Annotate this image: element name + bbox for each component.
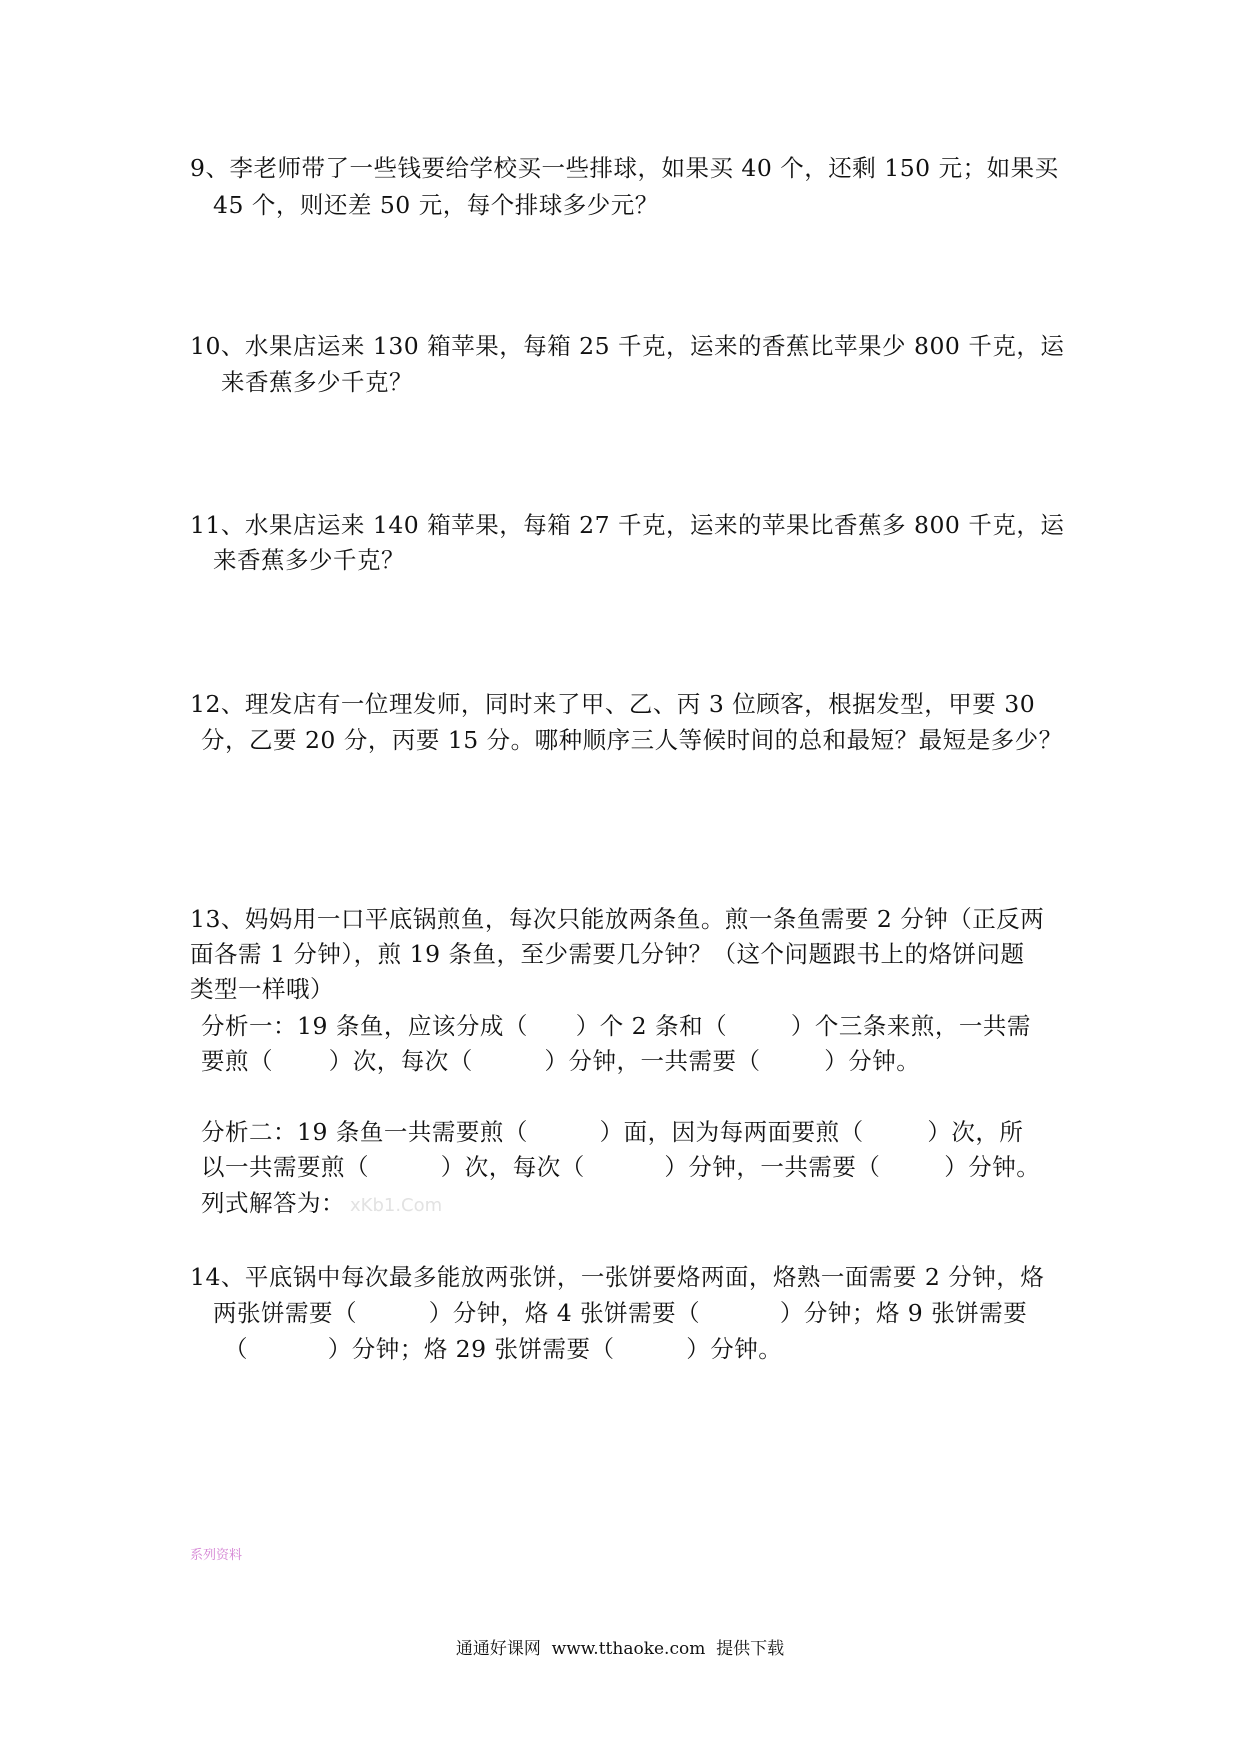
analysis-one-line-2: 要煎（ ）次，每次（ ）分钟，一共需要（ ）分钟。 — [201, 1047, 921, 1075]
page-footer: 通通好课网 www.tthaoke.com 提供下载 — [455, 1639, 785, 1659]
question-10-line-1: 10、水果店运来 130 箱苹果，每箱 25 千克，运来的香蕉比苹果少 800 千克，运 — [190, 332, 1065, 360]
question-14-line-1: 14、平底锅中每次最多能放两张饼，一张饼要烙两面，烙熟一面需要 2 分钟，烙 — [190, 1263, 1045, 1291]
question-11-line-1: 11、水果店运来 140 箱苹果，每箱 27 千克，运来的苹果比香蕉多 800 千克，运 — [190, 511, 1065, 539]
question-11-line-2: 来香蕉多少千克？ — [213, 546, 405, 574]
question-13-line-3: 类型一样哦） — [190, 975, 334, 1003]
series-label: 系列资料 — [190, 1548, 243, 1563]
watermark-text: xKb1.Com — [350, 1195, 443, 1216]
analysis-two-line-3: 列式解答为： — [201, 1189, 345, 1217]
analysis-one-line-1: 分析一：19 条鱼，应该分成（ ）个 2 条和（ ）个三条来煎，一共需 — [201, 1012, 1031, 1040]
question-13-line-2: 面各需 1 分钟），煎 19 条鱼，至少需要几分钟？（这个问题跟书上的烙饼问题 — [190, 940, 1025, 968]
analysis-two-line-2: 以一共需要煎（ ）次，每次（ ）分钟，一共需要（ ）分钟。 — [201, 1153, 1041, 1181]
question-10-line-2: 来香蕉多少千克？ — [221, 368, 413, 396]
question-12-line-2: 分，乙要 20 分，丙要 15 分。哪种顺序三人等候时间的总和最短？最短是多少？ — [201, 726, 1063, 754]
question-13-line-1: 13、妈妈用一口平底锅煎鱼，每次只能放两条鱼。煎一条鱼需要 2 分钟（正反两 — [190, 905, 1045, 933]
question-9-line-2: 45 个，则还差 50 元，每个排球多少元？ — [213, 191, 659, 219]
question-14-line-3: （ ）分钟；烙 29 张饼需要（ ）分钟。 — [224, 1335, 783, 1363]
question-14-line-2: 两张饼需要（ ）分钟，烙 4 张饼需要（ ）分钟；烙 9 张饼需要 — [213, 1299, 1028, 1327]
analysis-two-line-1: 分析二：19 条鱼一共需要煎（ ）面，因为每两面要煎（ ）次，所 — [201, 1118, 1024, 1146]
question-9-line-1: 9、李老师带了一些钱要给学校买一些排球，如果买 40 个，还剩 150 元；如果买 — [190, 154, 1059, 182]
question-12-line-1: 12、理发店有一位理发师，同时来了甲、乙、丙 3 位顾客，根据发型，甲要 30 — [190, 690, 1036, 718]
